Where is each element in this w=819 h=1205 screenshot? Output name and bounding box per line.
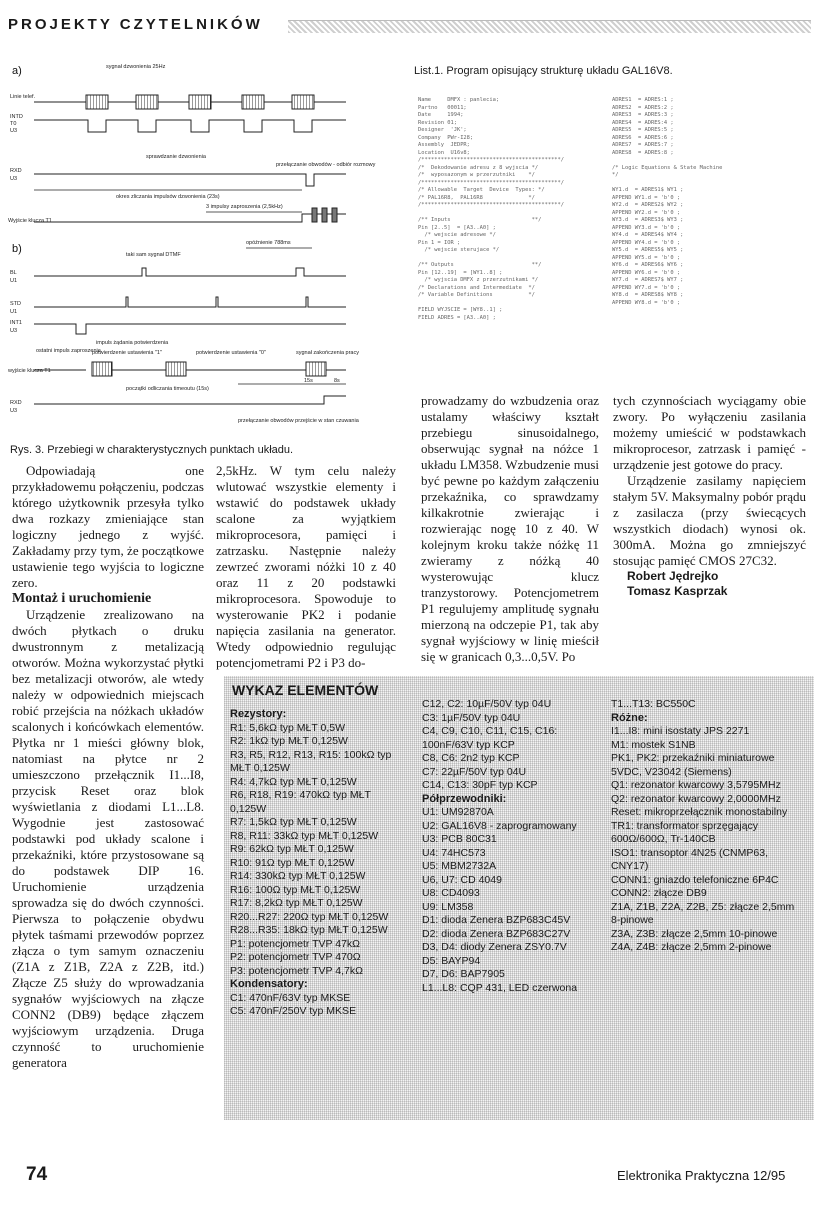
- page-number: 74: [26, 1164, 48, 1185]
- parts-item: P1: potencjometr TVP 47kΩ: [230, 937, 361, 950]
- listing-line: ADRES7 = ADRES:7 ;: [612, 142, 674, 148]
- listing-line: [418, 210, 564, 218]
- parts-group-heading: Półprzewodniki:: [422, 792, 507, 805]
- parts-item: C12, C2: 10µF/50V typ 04U: [422, 698, 552, 710]
- parts-group-heading: Kondensatory:: [230, 978, 308, 990]
- listing-line: Designer 'JK';: [418, 127, 467, 133]
- listing-line: APPEND WY2.d = 'b'0 ;: [612, 209, 681, 216]
- listing-line: WY2.d = ADRES2$ WY2 ;: [612, 202, 684, 208]
- parts-item: P3: potencjometr TVP 4,7kΩ: [230, 964, 363, 977]
- listing-line: ADRES2 = ADRES:2 ;: [612, 104, 674, 111]
- paragraph: Urządzenie zrealizowano na dwóch płytkach o druku dwustronnym z metalizacją otworów. Można wykorzystać płytki bez metalizacji otworów, ale wtedy należy w odpowiednich miejscach robić przejścia na nóżkach układów scalonych i końcówkach elementów. Płytka nr 1 mieści główny blok, natomiast na płytce nr 2 umieszczono przełącznik I1...I8, przycisk Reset oraz blok wyświetlania z diodami L1...L8. Wygodnie jest zastosować podstawki pod układy scalone i przekaźniki, które przystosowane są do podstawek DIP 16. Uruchomienie urządzenia sprowadza się do dwóch czynności. Pierwsza to połączenie obydwu płytek taśmami przewodów poprzez złącza o tym samym oznaczeniu (Z1A z Z1B, Z2A z Z2B, itd.) Złącze Z5 służy do wprowadzania sygnałów wyjściowych na złącze CONN2 (DB9) będące złączem wyjściowym urządzenia. Druga czynność to uruchomienie generatora: [12, 607, 204, 1070]
- parts-item: Z3A, Z3B: złącze 2,5mm 10-pinowe: [611, 927, 778, 940]
- annotation-b-7: 8s: [334, 378, 340, 384]
- signal-linie-telef: Linie telef.: [10, 94, 36, 100]
- parts-item: ISO1: transoptor 4N25 (CNMP63, CNY17): [611, 846, 768, 872]
- listing-line: WY8.d = ADRES8$ WY8 ;: [612, 292, 684, 298]
- paragraph: prowadzamy do wzbudzenia oraz ustalamy właściwy kształt przebiegu sinusoidalnego, obserwując sygnał na nóżce 1 układu LM358. Wzbudzenie musi być pewne po każdym załączeniu przekaźnika, co sprawdzamy kilkakrotnie zwierając i rozwierając nogę 10 z 40. W kolejnym kroku także nóżkę 11 zwieramy z nóżką 40 wysterowując klucz tranzystorowy. Potencjometrem P1 regulujemy amplitudę sygnału mierzoną na odczepie P1, tak aby sygnał wyjściowy w linię mieścił się w granicach 0,3...0,5V. Po: [421, 393, 599, 664]
- listing-line: ADRES5 = ADRES:5 ;: [612, 127, 674, 133]
- annotation-a-2: przełączanie obwodów - odbiór rozmowy: [276, 162, 376, 168]
- paragraph: 2,5kHz. W tym celu należy wlutować wszystkie elementy i wstawić do podstawek układy scalone za wyjątkiem mikroprocesora, pamięci i zatrzasku. Następnie należy zewrzeć zworami nóżki 10 z 40 oraz 11 z 20 podstawki mikroprocesora. Spowoduje to wysterowanie PK2 i podanie napięcia zasilania na generator. Wtedy odpowiednio regulując potencjometrami P2 i P3 do-: [216, 463, 396, 670]
- text-column-2: [216, 463, 396, 671]
- parts-item: C5: 470nF/250V typ MKSE: [230, 1005, 357, 1017]
- listing-line: /* Dekodowanie adresu z 8 wyjscia */: [418, 164, 539, 171]
- listing-line: [612, 157, 722, 165]
- listing-line: [612, 180, 722, 188]
- listing-line: Assembly JEDPR;: [418, 142, 470, 148]
- listing-line: Company PWr-I28;: [418, 134, 474, 141]
- parts-item: I1...I8: mini isostaty JPS 2271: [611, 725, 750, 737]
- listing-line: Pin 1 = IOR ;: [418, 239, 461, 246]
- parts-item: R16: 100Ω typ MŁT 0,125W: [230, 883, 361, 896]
- parts-item: TR1: transformator sprzęgający 600Ω/600Ω, Tr-140CB: [611, 819, 759, 845]
- header-band: [288, 20, 811, 33]
- listing-line: FIELD WYJSCIE = [WY8..1] ;: [418, 307, 503, 313]
- parts-item: C3: 1µF/50V typ 04U: [422, 711, 521, 724]
- parts-item: R14: 330kΩ typ MŁT 0,125W: [230, 870, 366, 882]
- listing-line: WY7.d = ADRES7$ WY7 ;: [612, 277, 684, 283]
- parts-item: D2: dioda Zenera BZP683C27V: [422, 927, 571, 940]
- listing-line: [418, 300, 564, 308]
- parts-item: C1: 470nF/63V typ MKSE: [230, 991, 351, 1004]
- signal-u1: U1: [10, 278, 18, 284]
- signal-int1: INT1: [10, 320, 22, 326]
- signal-bl: BL: [10, 270, 17, 276]
- parts-group-heading: Rezystory:: [230, 708, 287, 720]
- parts-item: U6, U7: CD 4049: [422, 873, 502, 886]
- listing-line: /* Variable Definitions */: [418, 292, 535, 298]
- listing-line: ADRES8 = ADRES:8 ;: [612, 149, 674, 156]
- magazine-issue: Elektronika Praktyczna 12/95: [617, 1168, 786, 1183]
- parts-item: Z1A, Z1B, Z2A, Z2B, Z5: złącze 2,5mm 8-pinowe: [611, 900, 795, 926]
- listing-line: WY5.d = ADRES5$ WY5 ;: [612, 247, 684, 253]
- listing-line: Date 1994;: [418, 112, 464, 118]
- annotation-b-4: potwierdzenie ustawienia "0": [196, 350, 266, 356]
- timing-diagram: [6, 62, 406, 440]
- listing-line: FIELD ADRES = [A3..A0] ;: [418, 314, 496, 321]
- parts-item: PK1, PK2: przekaźniki miniaturowe 5VDC, V23042 (Siemens): [611, 752, 775, 778]
- section-heading: Montaż i uruchomienie: [12, 591, 152, 606]
- parts-item: D7, D6: BAP7905: [422, 968, 505, 980]
- annotation-b-8: początki odliczania timeoutu (15s): [126, 386, 209, 392]
- annotation-b-6: 15s: [304, 378, 313, 384]
- author-name: Tomasz Kasprzak: [627, 584, 728, 598]
- signal-intd: INTD: [10, 114, 23, 120]
- listing-line: APPEND WY7.d = 'b'0 ;: [612, 284, 681, 291]
- listing-line: Revision 01;: [418, 119, 457, 126]
- annotation-b-9: przełączanie obwodów przejście w stan czuwania: [238, 418, 359, 424]
- signal-u3-a: U3: [10, 176, 18, 182]
- listing-line: /** Inputs **/: [418, 217, 542, 223]
- annotation-b-5: sygnał zakończenia pracy: [296, 350, 359, 356]
- parts-group-heading: Różne:: [611, 711, 648, 724]
- figure-label-b: b): [12, 243, 22, 255]
- listing-line: Location U16v8;: [418, 149, 470, 156]
- parts-item: U8: CD4093: [422, 887, 480, 899]
- listing-line: /* wyposazonym w przerzutniki */: [418, 172, 535, 178]
- parts-item: C7: 22µF/50V typ 04U: [422, 765, 527, 778]
- signal-u3-b: U3: [10, 328, 18, 334]
- signal-std: STD: [10, 301, 21, 307]
- signal-t0: T0: [10, 121, 17, 127]
- annotation-b-2: ostatni impuls zaproszenia: [36, 348, 101, 354]
- listing-line: /** Outputs **/: [418, 262, 542, 268]
- signal-klucz-a: Wyjście klucza T1: [8, 218, 52, 224]
- parts-item: R28...R35: 18kΩ typ MŁT 0,125W: [230, 924, 388, 936]
- listing-line: /*******************************************/: [418, 157, 565, 163]
- listing-line: ADRES6 = ADRES:6 ;: [612, 134, 674, 141]
- listing-line: /* Declarations and Intermediate */: [418, 284, 535, 291]
- paragraph: Urządzenie zasilamy napięciem stałym 5V. Maksymalny pobór prądu z zasilacza (przy świecących wszystkich diodach) wynosi ok. 300mA. Można go zmniejszyć stosując pamięć CMOS 27C32.: [613, 473, 806, 568]
- listing-line: WY1.d = ADRES1$ WY1 ;: [612, 187, 684, 193]
- signal-u3: U3: [10, 128, 18, 134]
- text-column-1: [12, 463, 204, 1071]
- annotation-a-1: sprawdzanie dzwonienia: [146, 154, 206, 160]
- parts-item: U2: GAL16V8 - zaprogramowany: [422, 819, 577, 832]
- listing-line: /* PAL16R8, PAL16R8 */: [418, 194, 535, 201]
- text-column-4: [613, 393, 806, 599]
- parts-item: U9: LM358: [422, 900, 474, 913]
- paragraph: Odpowiadają one przykładowemu połączeniu, podczas którego użytkownik przesyła tylko dwa rozkazy zmieniające stan logiczny jednego z wyjść. Zakładamy przy tym, że początkowe ustawienie tego wyjścia to logiczne zero.: [12, 463, 204, 590]
- author-name: Robert Jędrejko: [627, 569, 719, 583]
- parts-item: CONN1: gniazdo telefoniczne 6P4C: [611, 873, 779, 886]
- parts-item: C8, C6: 2n2 typ KCP: [422, 752, 520, 764]
- parts-column-3: [611, 698, 797, 955]
- listing-line: APPEND WY5.d = 'b'0 ;: [612, 254, 681, 261]
- listing-line: Pin [12..19] = [WY1..8] ;: [418, 269, 503, 276]
- parts-item: U3: PCB 80C31: [422, 833, 497, 845]
- parts-item: R17: 8,2kΩ typ MŁT 0,125W: [230, 897, 363, 909]
- listing-line: */: [612, 172, 619, 178]
- parts-item: C4, C9, C10, C11, C15, C16: 100nF/63V typ KCP: [422, 725, 558, 751]
- parts-item: U1: UM92870A: [422, 806, 494, 818]
- listing-line: APPEND WY4.d = 'b'0 ;: [612, 239, 681, 246]
- parts-item: Q2: rezonator kwarcowy 2,0000MHz: [611, 792, 781, 805]
- parts-column-2: [422, 698, 600, 995]
- listing-line: APPEND WY6.d = 'b'0 ;: [612, 269, 681, 276]
- signal-u1-b: U1: [10, 309, 18, 315]
- header-title: PROJEKTY CZYTELNIKÓW: [8, 16, 263, 33]
- parts-item: L1...L8: CQP 431, LED czerwona: [422, 981, 578, 994]
- listing-line: /* Allowable Target Device Types: */: [418, 187, 545, 193]
- parts-item: D3, D4: diody Zenera ZSY0.7V: [422, 941, 567, 953]
- parts-item: P2: potencjometr TVP 470Ω: [230, 951, 361, 963]
- listing-left-column: [418, 97, 564, 322]
- listing-line: Pin [2..5] = [A3..A0] ;: [418, 224, 496, 231]
- paragraph: tych czynnościach wyciągamy obie zwory. Po wyłączeniu zasilania możemy umieścić w podstawkach mikroprocesor, zatrzask i pamięć - urządzenie jest gotowe do pracy.: [613, 393, 806, 472]
- listing-line: /* wyjscia DMFX z przerzutnikami */: [418, 277, 539, 283]
- parts-item: R20...R27: 220Ω typ MŁT 0,125W: [230, 910, 389, 923]
- listing-line: /*******************************************/: [418, 202, 565, 208]
- parts-item: R10: 91Ω typ MŁT 0,125W: [230, 856, 355, 869]
- parts-item: R7: 1,5kΩ typ MŁT 0,125W: [230, 816, 357, 828]
- listing-line: Partno 00011;: [418, 104, 467, 111]
- listing-line: /*******************************************/: [418, 179, 565, 186]
- parts-list-title: WYKAZ ELEMENTÓW: [232, 682, 379, 698]
- parts-item: R3, R5, R12, R13, R15: 100kΩ typ MŁT 0,125W: [230, 748, 392, 774]
- listing-line: ADRES4 = ADRES:4 ;: [612, 119, 674, 126]
- signal-rxd-b: RXD: [10, 400, 22, 406]
- parts-item: T1...T13: BC550C: [611, 698, 696, 710]
- parts-item: C14, C13: 30pF typ KCP: [422, 779, 538, 791]
- listing-line: APPEND WY8.d = 'b'0 ;: [612, 299, 681, 306]
- listing-line: [418, 255, 564, 263]
- listing-line: WY6.d = ADRES6$ WY6 ;: [612, 262, 684, 268]
- parts-item: R1: 5,6kΩ typ MŁT 0,5W: [230, 721, 346, 734]
- listing-line: ADRES3 = ADRES:3 ;: [612, 112, 674, 118]
- signal-u3-b2: U3: [10, 408, 18, 414]
- parts-item: R6, R18, R19: 470kΩ typ MŁT 0,125W: [230, 789, 371, 815]
- annotation-b-0: taki sam sygnał DTMF: [126, 252, 181, 258]
- parts-item: D1: dioda Zenera BZP683C45V: [422, 914, 571, 926]
- listing-line: Name DMFX : panlecia;: [418, 97, 500, 103]
- parts-list-box: [224, 676, 814, 1120]
- annotation-b-1: impuls żądania potwierdzenia: [96, 340, 169, 346]
- parts-item: D5: BAYP94: [422, 954, 481, 967]
- listing-line: APPEND WY3.d = 'b'0 ;: [612, 224, 681, 231]
- annotation-a-5: opóźnienie 788ms: [246, 240, 291, 246]
- parts-item: R8, R11: 33kΩ typ MŁT 0,125W: [230, 829, 379, 842]
- parts-item: U4: 74HC573: [422, 846, 486, 859]
- parts-item: M1: mostek S1NB: [611, 738, 696, 751]
- listing-line: ADRES1 = ADRES:1 ;: [612, 97, 674, 103]
- parts-item: CONN2: złącze DB9: [611, 887, 707, 899]
- listing-line: APPEND WY1.d = 'b'0 ;: [612, 194, 681, 201]
- parts-item: R2: 1kΩ typ MŁT 0,125W: [230, 735, 348, 747]
- parts-column-1: [230, 708, 406, 1019]
- listing-line: /* wejscie adresowe */: [418, 232, 496, 238]
- parts-item: Reset: mikroprzełącznik monostabilny: [611, 806, 788, 818]
- annotation-b-3: potwierdzenie ustawienia "1": [92, 350, 162, 356]
- listing-right-column: [612, 97, 722, 307]
- annotation-a-3: okres zliczania impulsów dzwonienia (23s): [116, 194, 220, 200]
- listing-line: WY3.d = ADRES3$ WY3 ;: [612, 217, 684, 223]
- annotation-a-0: sygnał dzwonienia 25Hz: [106, 64, 166, 70]
- figure-label-a: a): [12, 65, 22, 77]
- listing-line: WY4.d = ADRES4$ WY4 ;: [612, 232, 684, 238]
- signal-rxd-a: RXD: [10, 168, 22, 174]
- text-column-3: [421, 393, 599, 665]
- figure-caption: Rys. 3. Przebiegi w charakterystycznych punktach układu.: [10, 444, 294, 456]
- signal-klucz-b: wyjście klucza T1: [8, 368, 51, 374]
- listing-title: List.1. Program opisujący strukturę układu GAL16V8.: [414, 65, 673, 77]
- parts-item: R9: 62kΩ typ MŁT 0,125W: [230, 843, 354, 855]
- parts-item: U5: MBM2732A: [422, 860, 497, 872]
- parts-item: Q1: rezonator kwarcowy 3,5795MHz: [611, 779, 781, 791]
- listing-line: /* Logic Equations & State Machine: [612, 164, 723, 171]
- annotation-a-4: 3 impulsy zaproszenia (2,5kHz): [206, 204, 283, 210]
- listing-line: /* wejscie sterujace */: [418, 247, 500, 253]
- parts-item: R4: 4,7kΩ typ MŁT 0,125W: [230, 775, 357, 788]
- parts-item: Z4A, Z4B: złącze 2,5mm 2-pinowe: [611, 941, 772, 953]
